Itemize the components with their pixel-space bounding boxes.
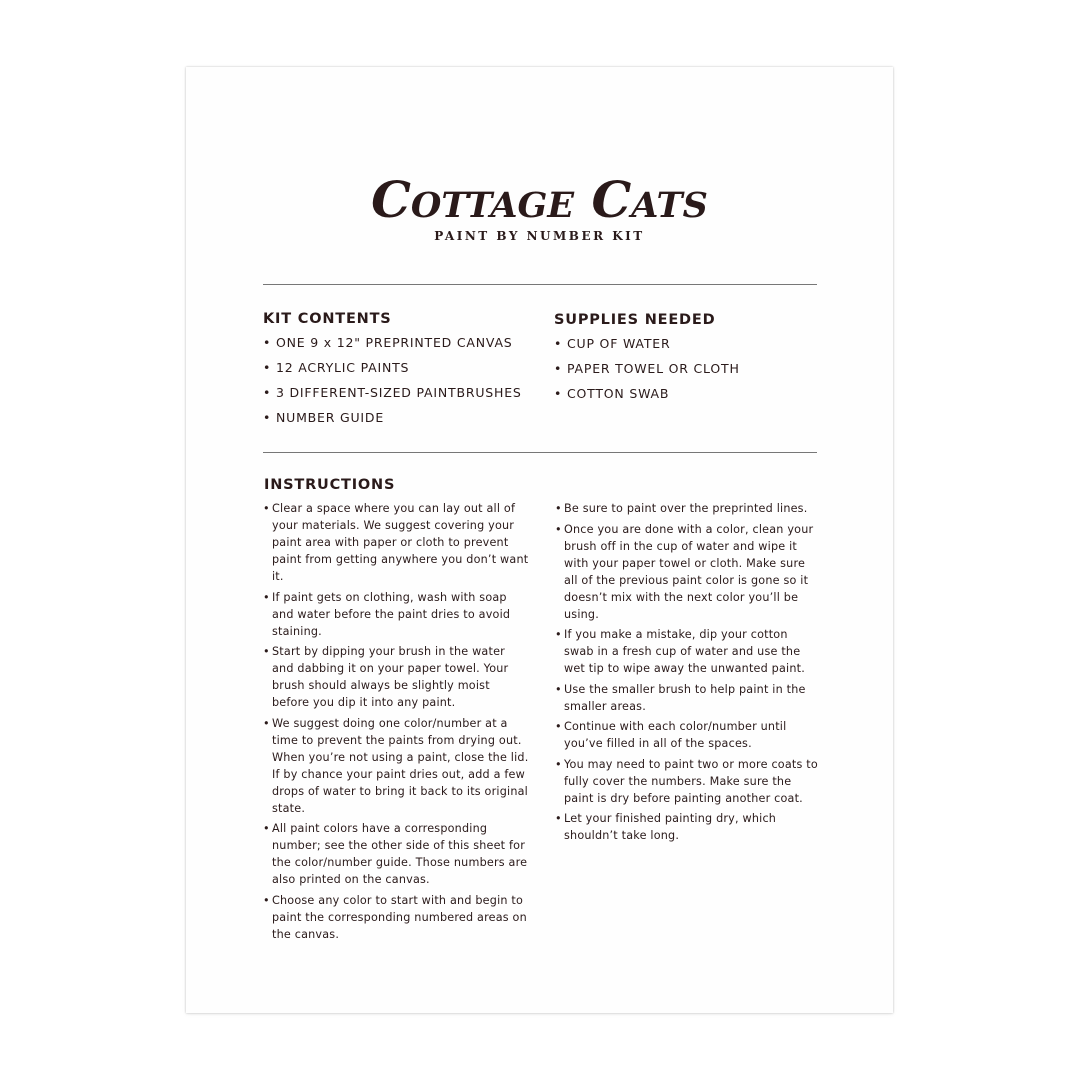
instructions-left-column: [263, 500, 529, 946]
bullet: •: [263, 502, 270, 515]
instruction-item: [555, 626, 821, 677]
kit-contents-item: [263, 384, 522, 409]
kit-contents-item: [263, 409, 522, 434]
instruction-text: Clear a space where you can lay out all of your materials. We suggest covering your paint area with paper or cloth to prevent paint from getting anywhere you don’t want it.: [272, 502, 529, 583]
instruction-text: Use the smaller brush to help paint in the smaller areas.: [564, 682, 806, 713]
kit-contents-item-text: 3 DIFFERENT-SIZED PAINTBRUSHES: [275, 385, 522, 400]
bullet: •: [555, 720, 562, 733]
instruction-text: All paint colors have a corresponding number; see the other side of this sheet for the color/number guide. Those numbers are also printed on the canvas.: [272, 822, 528, 886]
instruction-item: [555, 810, 821, 844]
bullet: •: [263, 410, 272, 425]
supplies-item-text: PAPER TOWEL OR CLOTH: [566, 361, 740, 376]
bullet: •: [555, 522, 562, 536]
supplies-item-text: COTTON SWAB: [566, 386, 670, 401]
instruction-text: Start by dipping your brush in the water and dabbing it on your paper towel. Your brush should always be slightly moist before you dip it into any paint.: [272, 645, 509, 709]
supplies-needed-list: [554, 335, 740, 410]
supplies-needed-heading: SUPPLIES NEEDED: [554, 312, 716, 328]
bullet: •: [263, 822, 270, 835]
bullet: •: [554, 386, 563, 401]
kit-contents-item-text: ONE 9 x 12" PREPRINTED CANVAS: [275, 335, 513, 350]
middle-divider: [263, 452, 817, 453]
instruction-item: [263, 500, 529, 585]
bullet: •: [555, 757, 562, 771]
kit-title: Cottage Cats: [371, 170, 708, 229]
bullet: •: [554, 336, 563, 351]
bullet: •: [263, 645, 270, 658]
bullet: •: [555, 812, 562, 825]
supplies-item: [554, 360, 740, 385]
instruction-item: [263, 820, 529, 888]
kit-contents-heading: KIT CONTENTS: [263, 311, 392, 327]
kit-contents-item: [263, 334, 522, 359]
supplies-item: [554, 385, 740, 410]
instruction-text: Let your finished painting dry, which shouldn’t take long.: [564, 812, 777, 842]
instruction-item: [263, 643, 529, 711]
instructions-right-column: [555, 500, 821, 848]
bullet: •: [554, 361, 563, 376]
instruction-item: [263, 715, 529, 817]
instruction-item: [555, 718, 821, 752]
instruction-text: Choose any color to start with and begin to paint the corresponding numbered areas on the canvas.: [272, 893, 527, 941]
instruction-text: If you make a mistake, dip your cotton swab in a fresh cup of water and use the wet tip to wipe away the unwanted paint.: [564, 628, 805, 675]
instruction-text: We suggest doing one color/number at a time to prevent the paints from drying out. When you’re not using a paint, close the lid. If by chance your paint dries out, add a few drops of water to bring it back to its original state.: [272, 716, 529, 815]
instruction-text: You may need to paint two or more coats to fully cover the numbers. Make sure the paint is dry before painting another coat.: [564, 757, 818, 805]
bullet: •: [263, 360, 272, 375]
bullet: •: [555, 628, 562, 641]
kit-contents-item-text: NUMBER GUIDE: [275, 410, 385, 425]
top-divider: [263, 284, 817, 285]
instruction-item: [555, 500, 821, 517]
kit-contents-list: [263, 334, 522, 434]
kit-subtitle: PAINT BY NUMBER KIT: [434, 229, 645, 243]
bullet: •: [263, 590, 270, 604]
instruction-text: Be sure to paint over the preprinted lines.: [564, 502, 808, 515]
supplies-item-text: CUP OF WATER: [566, 336, 671, 351]
kit-contents-item: [263, 359, 522, 384]
instruction-item: [555, 521, 821, 623]
instruction-item: [263, 892, 529, 943]
instruction-text: If paint gets on clothing, wash with soap and water before the paint dries to avoid staining.: [272, 590, 511, 638]
instruction-sheet: [186, 67, 893, 1013]
supplies-item: [554, 335, 740, 360]
bullet: •: [263, 893, 270, 907]
bullet: •: [555, 502, 562, 515]
bullet: •: [555, 682, 562, 696]
instruction-item: [555, 756, 821, 807]
instruction-text: Once you are done with a color, clean your brush off in the cup of water and wipe it with your paper towel or cloth. Make sure all of the previous paint color is gone so it doesn’t mix with the next color you’ll be using.: [564, 522, 814, 621]
kit-contents-item-text: 12 ACRYLIC PAINTS: [275, 360, 410, 375]
bullet: •: [263, 716, 270, 730]
instruction-item: [263, 589, 529, 640]
instruction-text: Continue with each color/number until you’ve filled in all of the spaces.: [564, 720, 787, 750]
bullet: •: [263, 335, 272, 350]
instructions-heading: INSTRUCTIONS: [264, 477, 396, 493]
bullet: •: [263, 385, 272, 400]
instruction-item: [555, 681, 821, 715]
